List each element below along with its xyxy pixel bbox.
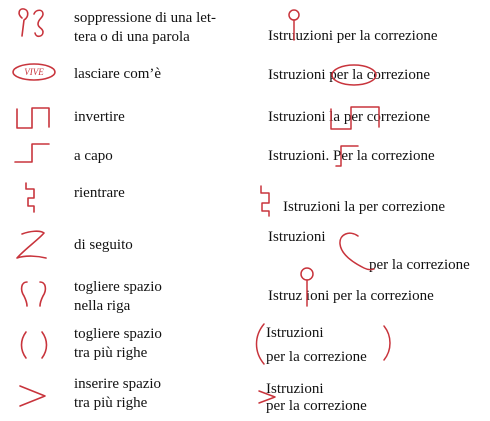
svg-text:VIVE: VIVE xyxy=(24,67,44,77)
description-transpose: invertire xyxy=(74,109,125,125)
transpose-mark-icon xyxy=(14,105,52,131)
example-indent: Istruzioni la per correzione xyxy=(283,199,446,215)
run-on-mark-icon xyxy=(12,228,52,262)
indent-mark-overlay xyxy=(255,183,279,219)
example-transpose: Istruzioni la per correzione xyxy=(268,109,431,125)
example-insert-line-space-line-1: Istruzioni xyxy=(266,381,324,397)
example-delete: Istruuzioni per la correzione xyxy=(268,28,438,44)
example-remove-line-space-line-2: per la correzione xyxy=(266,349,367,365)
new-line-mark-icon xyxy=(12,140,52,166)
description-remove-line-space: togliere spazio tra più righe xyxy=(74,326,162,361)
example-stet: Istruzioni per la correzione xyxy=(268,67,431,83)
example-remove-line-space-line-1: Istruzioni xyxy=(266,325,324,341)
indent-mark-icon xyxy=(22,180,42,214)
example-new-line: Istruzioni. Per la correzione xyxy=(268,148,435,164)
close-space-mark-icon xyxy=(18,276,52,310)
description-stet: lasciare com’è xyxy=(74,66,162,82)
example-run-on-line-2: per la correzione xyxy=(369,257,470,273)
description-new-line: a capo xyxy=(74,148,113,164)
remove-line-space-mark-icon xyxy=(18,328,50,362)
description-delete: soppressione di una let- tera o di una parola xyxy=(74,10,217,45)
example-insert-line-space-line-2: per la correzione xyxy=(266,398,367,414)
insert-line-space-mark-icon xyxy=(16,382,50,410)
example-run-on-line-1: Istruzioni xyxy=(268,229,326,245)
stet-vive-icon xyxy=(11,62,57,82)
description-run-on: di seguito xyxy=(74,237,133,253)
description-close-space: togliere spazio nella riga xyxy=(74,279,162,314)
example-close-space: Istruz ioni per la correzione xyxy=(268,288,434,304)
delete-mark-icon xyxy=(16,6,50,44)
description-indent: rientrare xyxy=(74,185,125,201)
description-insert-line-space: inserire spazio tra più righe xyxy=(74,376,162,411)
